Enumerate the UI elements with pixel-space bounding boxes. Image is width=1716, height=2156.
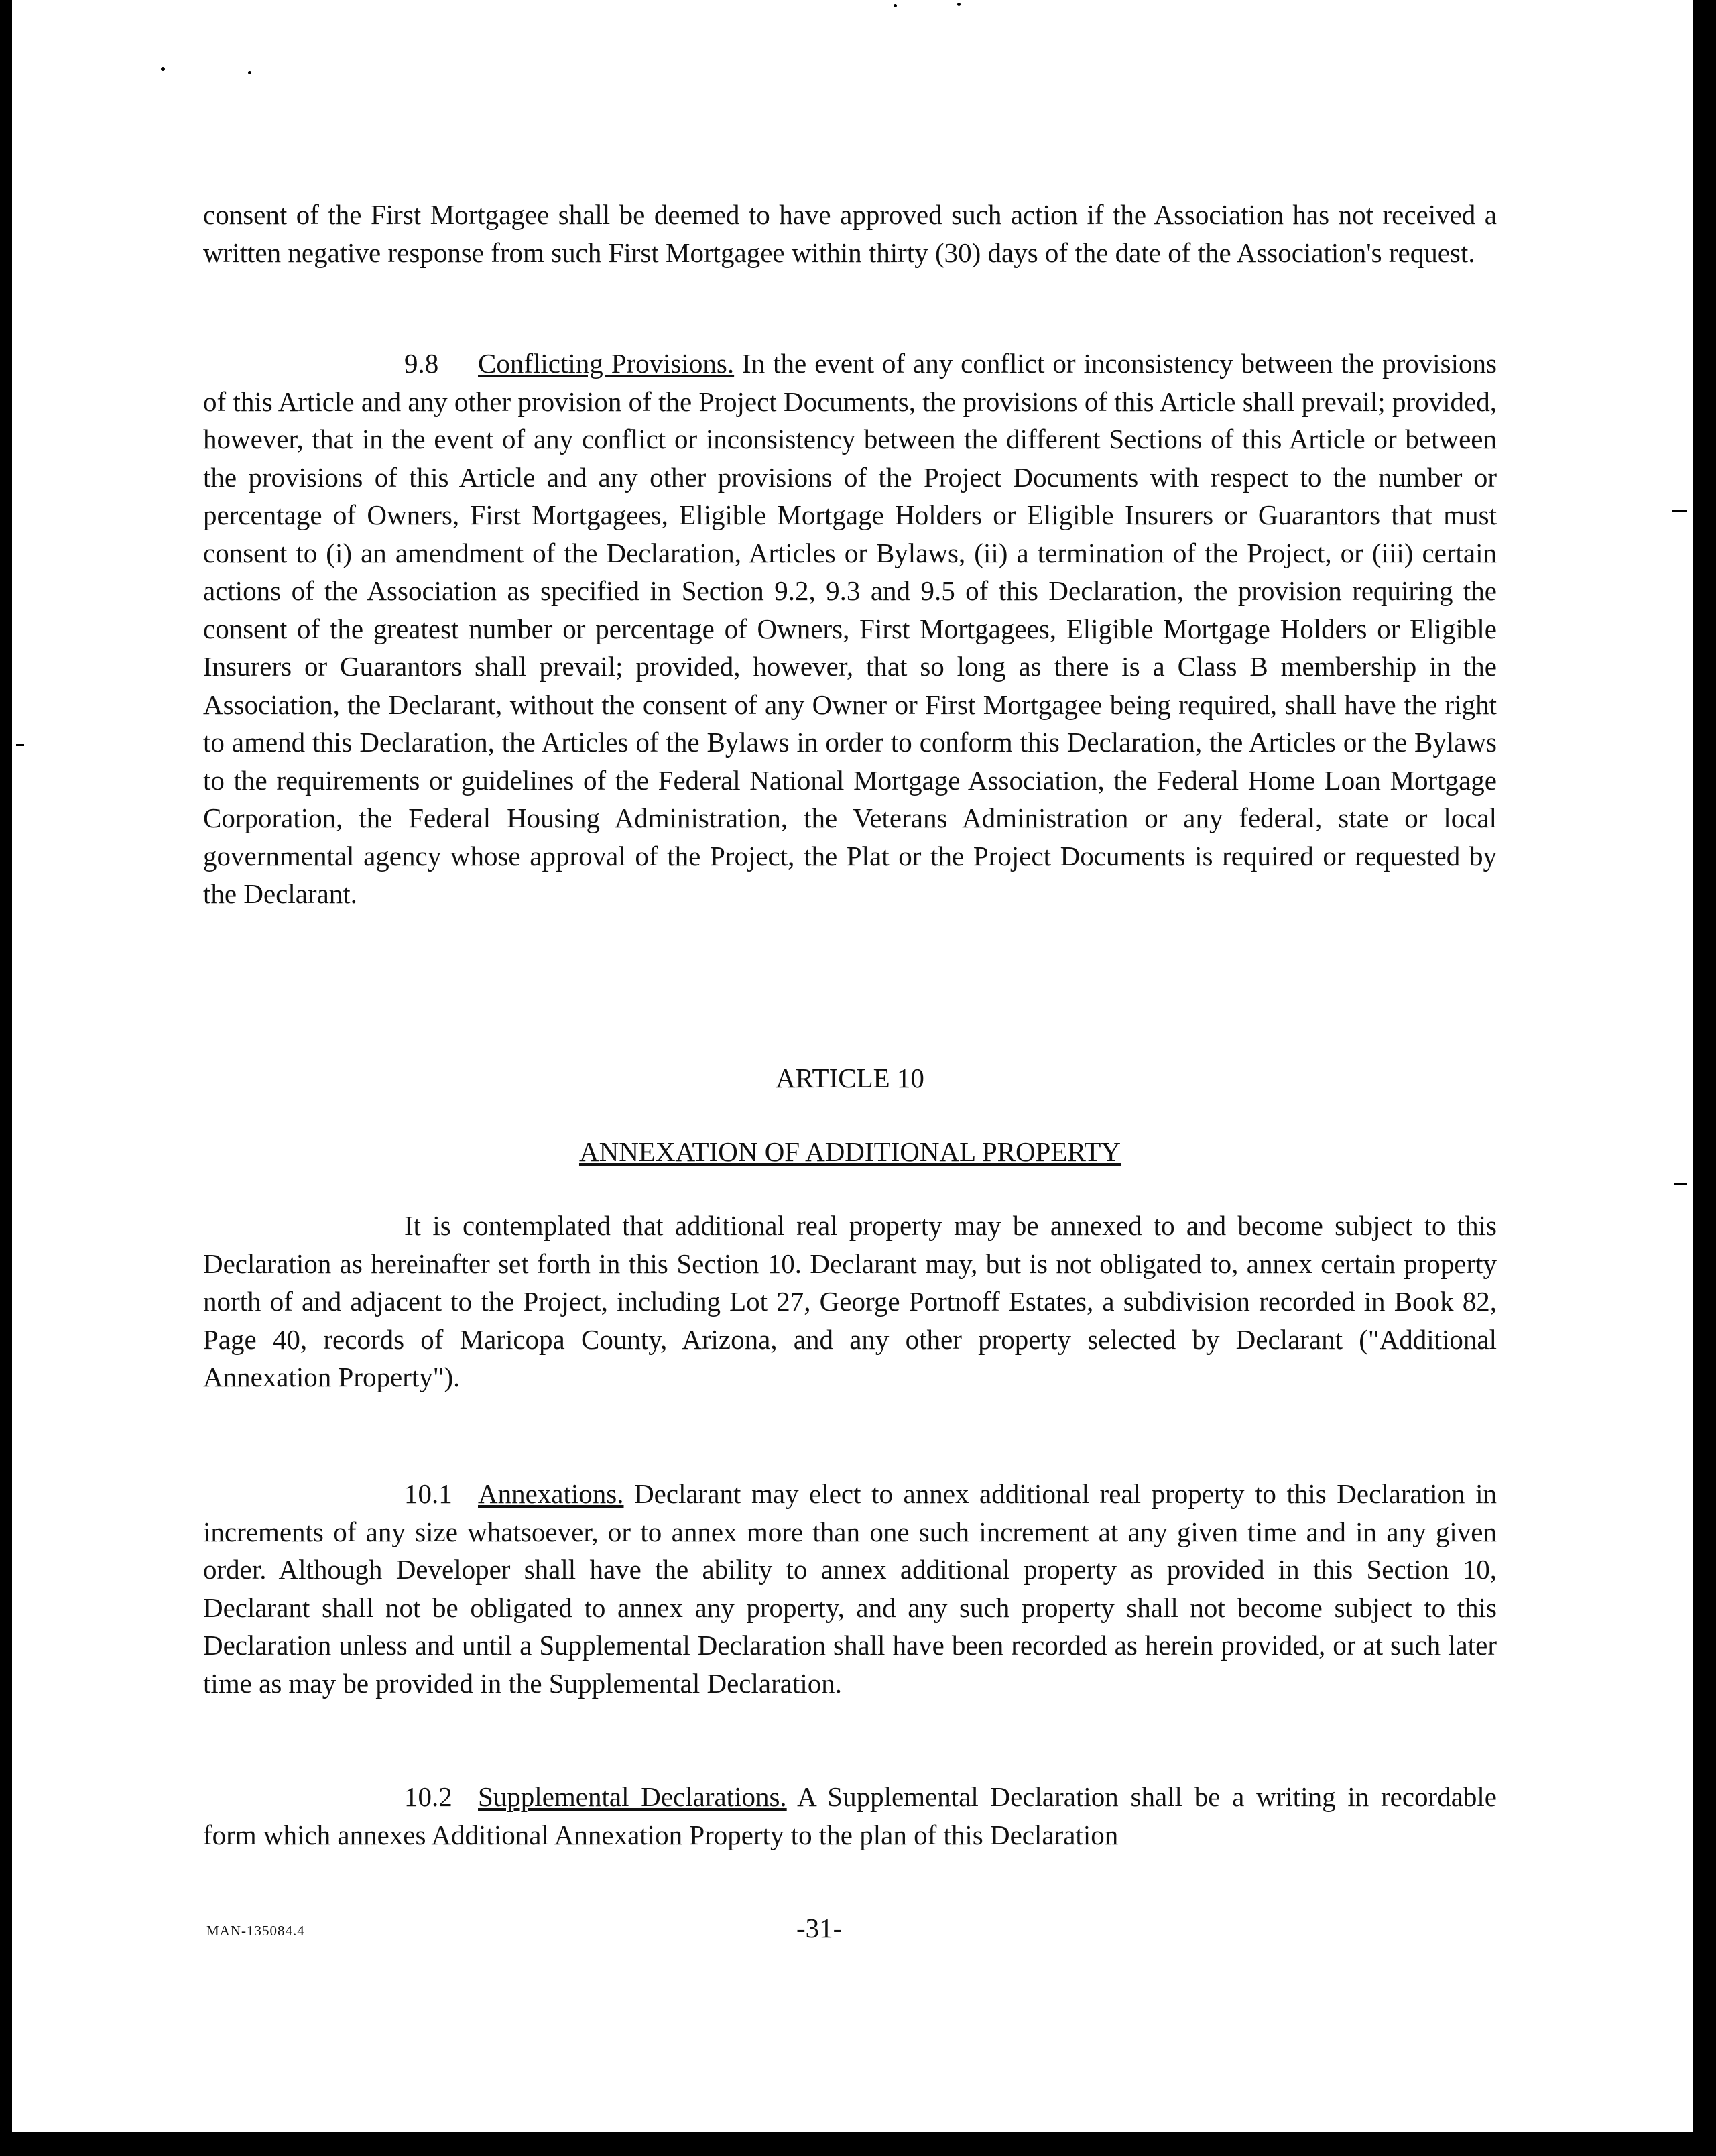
- section-9-8: [203, 345, 1497, 913]
- section-body: Declarant may elect to annex additional real property to this Declaration in increments of any size whatsoever, or to annex more than one such increment at any given time and in any given order. Although Developer shall have the ability to annex additional property as provided in this Section 10, Declarant shall not be obligated to annex any property, and any such property shall not become subject to this Declaration unless and until a Supplemental Declaration shall have been recorded as herein provided, or at such later time as may be provided in the Supplemental Declaration.: [203, 1478, 1497, 1699]
- continued-paragraph: consent of the First Mortgagee shall be deemed to have approved such action if the Association has not received a written negative response from such First Mortgagee within thirty (30) days of the date of the Association's request.: [203, 199, 1497, 268]
- article-intro-paragraph: [203, 1207, 1497, 1396]
- section-number: 9.8: [404, 348, 439, 379]
- section-10-1: [203, 1475, 1497, 1702]
- scan-speck: [248, 71, 251, 74]
- section-body: In the event of any conflict or inconsistency between the provisions of this Article and any other provision of the Project Documents, the provisions of this Article shall prevail; provided, however, that in the event of any conflict or inconsistency between the different Sections of this Article or between the provisions of this Article and any other provisions of the Project Documents with respect to the number or percentage of Owners, First Mortgagees, Eligible Mortgage Holders or Eligible Insurers or Guarantors that must consent to (i) an amendment of the Declaration, Articles or Bylaws, (ii) a termination of the Project, or (iii) certain actions of the Association as specified in Section 9.2, 9.3 and 9.5 of this Declaration, the provision requiring the consent of the greatest number or percentage of Owners, First Mortgagees, Eligible Mortgage Holders or Eligible Insurers or Guarantors shall prevail; provided, however, that so long as there is a Class B membership in the Association, the Declarant, without the consent of any Owner or First Mortgagee being required, shall have the right to amend this Declaration, the Articles of the Bylaws in order to conform this Declaration, the Articles or the Bylaws to the requirements or guidelines of the Federal National Mortgage Association, the Federal Home Loan Mortgage Corporation, the Federal Housing Administration, the Veterans Administration or any federal, state or local governmental agency whose approval of the Project, the Plat or the Project Documents is required or requested by the Declarant.: [203, 348, 1497, 909]
- section-number: 10.1: [404, 1478, 452, 1509]
- document-code: MAN-135084.4: [206, 1923, 305, 1939]
- scan-speck: [161, 67, 165, 71]
- article-number: ARTICLE 10: [776, 1063, 924, 1093]
- section-heading: Conflicting Provisions.: [478, 348, 735, 379]
- scan-speck: [1672, 510, 1687, 512]
- scan-speck: [16, 744, 24, 746]
- scan-speck: [1674, 1183, 1687, 1185]
- scan-speck: [957, 3, 961, 6]
- section-10-2: [203, 1778, 1497, 1854]
- intro-text: It is contemplated that additional real property may be annexed to and become subject to this Declaration as hereinafter set forth in this Section 10. Declarant may, but is not obligated to, annex certain property north of and adjacent to the Project, including Lot 27, George Portnoff Estates, a subdivision recorded in Book 82, Page 40, records of Maricopa County, Arizona, and any other property selected by Declarant ("Additional Annexation Property").: [203, 1210, 1497, 1392]
- article-title: ANNEXATION OF ADDITIONAL PROPERTY: [578, 1136, 1121, 1167]
- document-page: [12, 0, 1693, 2132]
- section-heading: Supplemental Declarations.: [478, 1781, 787, 1812]
- scan-speck: [894, 4, 897, 7]
- section-heading: Annexations.: [478, 1478, 624, 1509]
- section-body: A Supplemental Declaration shall be a writing in recordable form which annexes Additional Annexation Property to the plan of this Declaration: [203, 1781, 1497, 1850]
- section-number: 10.2: [404, 1781, 452, 1812]
- page-number: -31-: [796, 1913, 843, 1943]
